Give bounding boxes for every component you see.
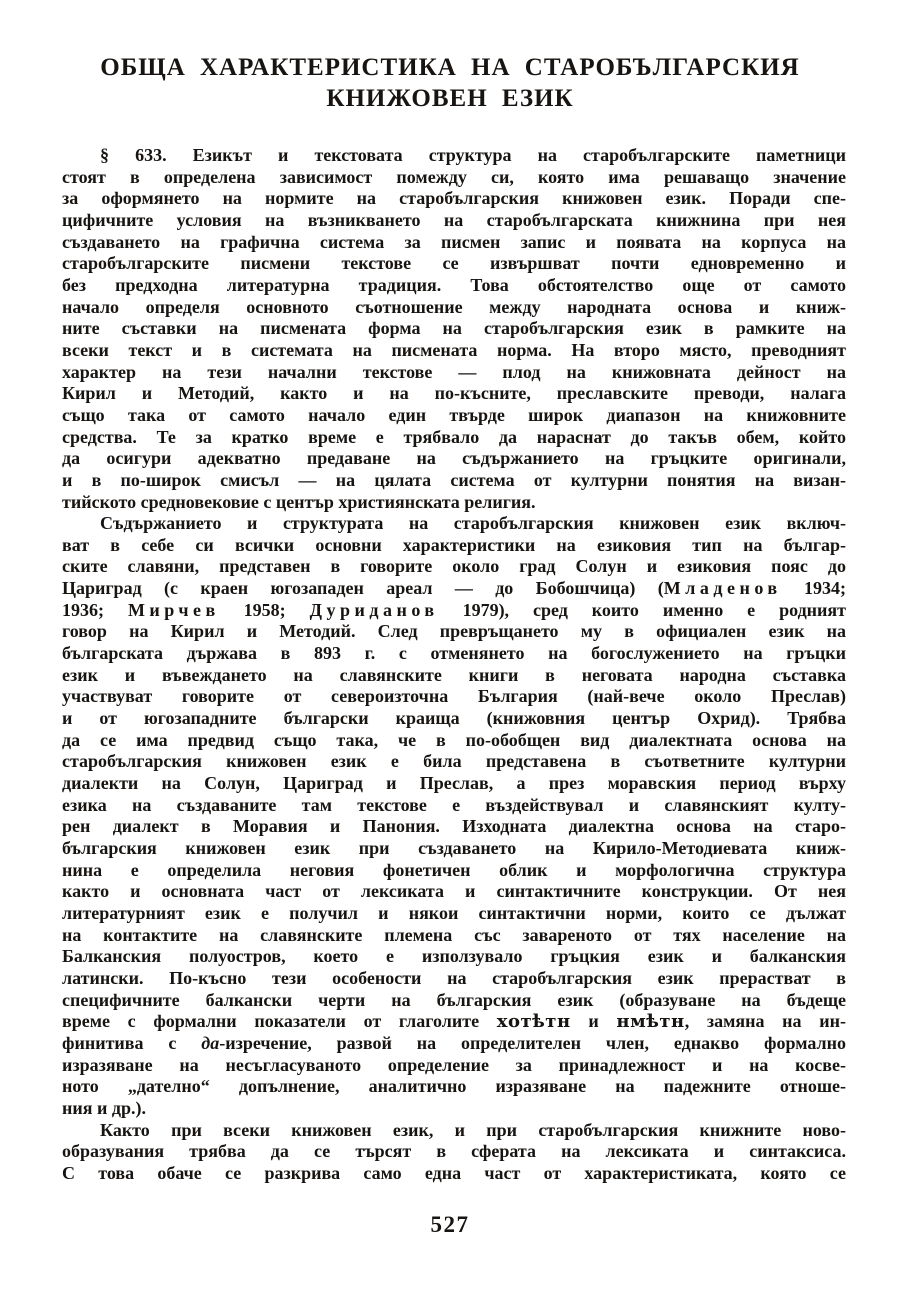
text-line [62, 253, 846, 275]
ocs-text: хотѣтн [496, 1011, 571, 1033]
page-number: 527 [430, 1212, 470, 1237]
text-line [62, 275, 846, 297]
text-segment: 1936; [62, 599, 128, 620]
text-line [62, 751, 846, 773]
spaced-text: Дуриданов [309, 599, 439, 620]
text-segment: и [570, 1011, 617, 1032]
text-line [62, 600, 846, 622]
text-segment: старобългарския книжовен език е била представена в съответните културни [62, 751, 846, 772]
paragraph [62, 145, 846, 513]
text-segment: създаването на графична система за писмен запис и появата на корпуса на [62, 231, 846, 252]
text-line [62, 578, 846, 600]
text-line [62, 903, 846, 925]
paragraph [62, 1120, 846, 1185]
text-line [62, 340, 846, 362]
text-line [62, 188, 846, 210]
text-line [62, 383, 846, 405]
text-segment: Кирил и Методий, както и на по-късните, преславските преводи, налага [62, 383, 846, 404]
text-line [62, 210, 846, 232]
text-line [62, 1163, 846, 1185]
text-segment: ния и др.). [62, 1097, 146, 1118]
text-segment: тийското средновековие с център християнската религия. [62, 491, 536, 512]
text-segment: ските славяни, представен в говорите около град Солун и езиковия пояс до [62, 556, 846, 577]
text-segment: както и основната част от лексиката и синтактичните конструкции. От нея [62, 881, 846, 902]
text-segment: участвуват говорите от североизточна България (най-вече около Преслав) [62, 686, 846, 707]
text-segment: С това обаче се разкрива само една част от характеристиката, която се [62, 1162, 846, 1183]
text-line [62, 686, 846, 708]
chapter-title-line-1: ОБЩА ХАРАКТЕРИСТИКА НА СТАРОБЪЛГАРСКИЯ [100, 54, 800, 81]
paragraph [62, 513, 846, 1119]
text-segment: всеки текст и в системата на писмената норма. На второ място, преводният [62, 339, 846, 360]
body-text [62, 145, 846, 1185]
text-line [62, 1076, 846, 1098]
text-line [62, 448, 846, 470]
text-line [62, 816, 846, 838]
text-line [62, 730, 846, 752]
text-segment: 1934; [781, 578, 846, 599]
text-segment: езика на създаваните там текстове е въздействувал и славянският култу- [62, 794, 846, 815]
text-segment: също така от самото начало един твърде широк диапазон на книжовните [62, 404, 846, 425]
text-line [62, 1033, 846, 1055]
text-segment: § 633. Езикът и текстовата структура на старобългарските паметници [100, 145, 846, 165]
text-line [62, 708, 846, 730]
text-line [62, 318, 846, 340]
text-line [62, 860, 846, 882]
text-line [62, 1055, 846, 1077]
text-segment: Балканския полуостров, което е използувало гръцкия език и балканския [62, 946, 846, 967]
text-segment: Цариград (с краен югозападен ареал — до Бобошчица) ( [62, 578, 664, 599]
text-line [62, 1011, 846, 1033]
text-line [62, 556, 846, 578]
text-segment: -изречение, развой на определителен член, еднакво формално [219, 1032, 846, 1053]
text-line [62, 838, 846, 860]
text-segment: да осигури адекватно предаване на съдържанието на гръцките оригинали, [62, 448, 846, 469]
text-segment: латински. По-късно тези особености на старобългарския език прерастват в [62, 967, 846, 988]
text-line [62, 946, 846, 968]
spaced-text: Младенов [663, 578, 782, 599]
text-segment: да се има предвид също така, че в по-обобщен вид диалектната основа на [62, 729, 846, 750]
chapter-title-line-2: КНИЖОВЕН ЕЗИК [326, 85, 574, 112]
text-line [62, 470, 846, 492]
text-line [62, 513, 846, 535]
text-segment: Както при всеки книжовен език, и при старобългарския книжните ново- [100, 1119, 846, 1140]
text-line [62, 535, 846, 557]
text-line [62, 1141, 846, 1163]
text-segment: стоят в определена зависимост помежду си, която има решаващо значение [62, 166, 846, 187]
text-line [62, 925, 846, 947]
text-segment: цифичните условия на възникването на старобългарската книжнина при нея [62, 209, 846, 230]
text-segment: без предходна литературна традиция. Това обстоятелство още от самото [62, 274, 846, 295]
text-segment: език и въвеждането на славянските книги в неговата народна съставка [62, 664, 846, 685]
chapter-title [0, 52, 900, 114]
text-line [62, 968, 846, 990]
ocs-text: нмѣтн [616, 1011, 685, 1033]
text-segment: 1979), сред които именно е родният [438, 599, 846, 620]
text-segment: ват в себе си всички основни характеристики на езиковия тип на българ- [62, 534, 846, 555]
text-segment: ните съставки на писмената форма на старобългарския език в рамките на [62, 318, 846, 339]
text-line [62, 427, 846, 449]
text-line [62, 492, 846, 514]
text-segment: Съдържанието и структурата на старобългарския книжовен език включ- [100, 513, 846, 534]
text-segment: литературният език е получил и някои синтактични норми, които се дължат [62, 902, 846, 923]
text-line [62, 773, 846, 795]
text-line [62, 990, 846, 1012]
text-line [62, 795, 846, 817]
text-segment: 1958; [219, 599, 310, 620]
text-line [62, 297, 846, 319]
text-segment: ното „дателно“ допълнение, аналитично изразяване на падежните отноше- [62, 1076, 846, 1097]
text-line [62, 1120, 846, 1142]
text-line [62, 405, 846, 427]
text-segment: финитива с [62, 1032, 202, 1053]
text-segment: говор на Кирил и Методий. След превръщането му в официален език на [62, 621, 846, 642]
text-segment: специфичните балкански черти на българския език (образуване на бъдеще [62, 989, 846, 1010]
text-line [62, 621, 846, 643]
text-line [62, 145, 846, 167]
italic-text: да [201, 1032, 220, 1053]
text-segment: за оформянето на нормите на старобългарския книжовен език. Поради спе- [62, 188, 846, 209]
text-segment: българската държава в 893 г. с отменянето на богослужението на гръцки [62, 643, 846, 664]
text-line [62, 1098, 846, 1120]
text-segment: начало определя основното съотношение между народната основа и книж- [62, 296, 846, 317]
text-segment: средства. Те за кратко време е трябвало да нараснат до такъв обем, който [62, 426, 846, 447]
text-segment: изразяване на несъгласуваното определение за принадлежност и на косве- [62, 1054, 846, 1075]
text-segment: и от югозападните български краища (книжовния център Охрид). Трябва [62, 708, 846, 729]
text-segment: , замяна на ин- [684, 1011, 846, 1032]
text-line [62, 665, 846, 687]
text-line [62, 167, 846, 189]
spaced-text: Мирчев [127, 599, 220, 620]
text-line [62, 643, 846, 665]
text-segment: време с формални показатели от глаголите [62, 1011, 497, 1032]
text-segment: старобългарските писмени текстове се извършват почти едновременно и [62, 253, 846, 274]
text-line [62, 362, 846, 384]
text-line [62, 232, 846, 254]
text-segment: на контактите на славянските племена със завареното от тях население на [62, 924, 846, 945]
text-line [62, 881, 846, 903]
text-segment: образувания трябва да се търсят в сферата на лексиката и синтаксиса. [62, 1141, 846, 1162]
text-segment: българския книжовен език при създаването на Кирило-Методиевата книж- [62, 838, 846, 858]
text-segment: рен диалект в Моравия и Панония. Изходната диалектна основа на старо- [62, 816, 846, 837]
text-segment: нина е определила неговия фонетичен облик и морфологична структура [62, 859, 846, 880]
text-segment: диалекти на Солун, Цариград и Преслав, а през моравския период върху [62, 773, 846, 794]
text-segment: и в по-широк смисъл — на цялата система от културни понятия на визан- [62, 469, 846, 490]
text-segment: характер на тези начални текстове — плод на книжовната дейност на [62, 361, 846, 382]
